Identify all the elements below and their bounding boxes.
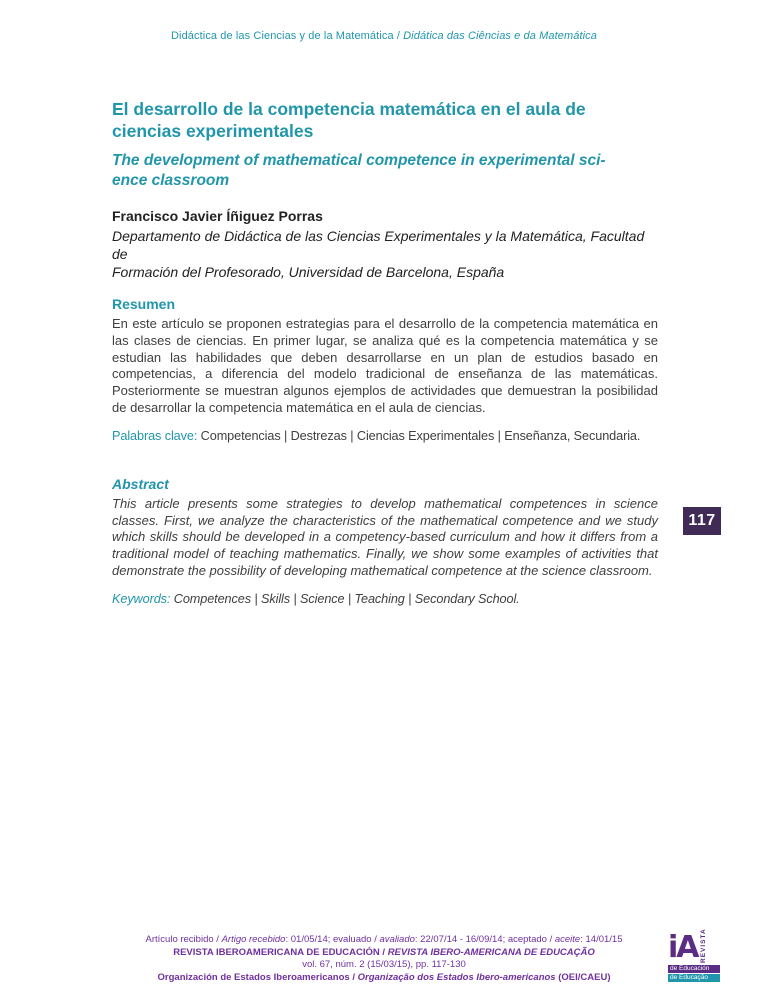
title-es-line-1: El desarrollo de la competencia matemática en el aula de: [112, 99, 586, 119]
article-content: [112, 98, 658, 606]
keywords-values: Competences | Skills | Science | Teaching | Secondary School.: [170, 591, 520, 606]
abstract-body: This article presents some strategies to develop mathematical competences in science classes. First, we analyze the characteristics of the mathematical competence and we study which skills should be developed in a competency-based curriculum and how it differs from a traditional model of teaching mathematics. Finally, we show some examples of activities that demonstrate the possibility of developing mathematical competence at the science classroom.: [112, 495, 658, 578]
running-header-es: Didáctica de las Ciencias y de la Matemática /: [171, 30, 404, 42]
title-en-line-2: ence classroom: [112, 172, 230, 189]
resumen-heading: Resumen: [112, 296, 176, 312]
footer-journal-name-line: [0, 947, 768, 960]
footer-journal-name-es: REVISTA IBEROAMERICANA DE EDUCACIÓN /: [173, 946, 388, 958]
rie-logo: [668, 928, 752, 991]
title-en-line-1: The development of mathematical competence in experimental sci-: [112, 152, 606, 169]
logo-educacao-label: de Educação: [668, 974, 720, 982]
article-title-spanish: [112, 98, 658, 142]
footer-volume-line: vol. 67, núm. 2 (15/03/15), pp. 117-130: [302, 959, 466, 970]
footer-org-es: Organización de Estados Iberoamericanos /: [157, 971, 358, 983]
palabras-clave-line: [112, 429, 658, 443]
footer-accepted-date: : 14/01/15: [580, 934, 623, 945]
keywords-label: Keywords:: [112, 591, 171, 606]
resumen-body: En este artículo se proponen estrategias para el desarrollo de la competencia matemática en las clases de ciencias. En primer lugar, se analiza qué es la competencia matemática y se estudian las habilidades que deben desarrollarse en un plan de estudios basado en competencias, a diferencia del modelo tradicional de enseñanza de las matemáticas. Posteriormente se muestran algunos ejemplos de actividades que demuestran la posibilidad de desarrollar la competencia matemática en el aula de ciencias.: [112, 316, 658, 415]
footer-received-es: Artículo recibido /: [145, 934, 222, 945]
affiliation-line-2: Formación del Profesorado, Universidad de Barcelona, España: [112, 264, 505, 280]
palabras-clave-values: Competencias | Destrezas | Ciencias Experimentales | Enseñanza, Secundaria.: [197, 428, 641, 443]
author-affiliation: [112, 227, 658, 281]
logo-revista-label: REVISTA: [699, 928, 707, 963]
article-title-english: [112, 151, 658, 191]
abstract-heading: Abstract: [112, 475, 169, 492]
journal-footer: [0, 928, 768, 984]
footer-org-acronym: (OEI/CAEU): [555, 971, 611, 983]
footer-accepted-pt: aceite: [554, 934, 581, 945]
keywords-line: [112, 592, 658, 606]
page-number-badge: 117: [683, 507, 721, 535]
footer-evaluated-pt: avaliado: [379, 934, 415, 945]
footer-journal-name-pt: REVISTA IBERO-AMERICANA DE EDUCAÇÃO: [387, 946, 595, 958]
rie-logo-mark: [668, 928, 720, 982]
running-header: [0, 30, 768, 42]
footer-received-pt: Artigo recebido: [221, 934, 286, 945]
rie-monogram-icon: iA: [668, 930, 698, 965]
footer-accepted-es: : 22/07/14 - 16/09/14; aceptado /: [414, 934, 555, 945]
title-es-line-2: ciencias experimentales: [112, 121, 314, 141]
footer-org-pt: Organização dos Estados Ibero-americanos: [357, 971, 556, 983]
logo-educacion-label: de Educación: [668, 965, 720, 973]
palabras-clave-label: Palabras clave:: [112, 428, 198, 443]
rie-logo-glyphs: [668, 928, 720, 965]
footer-organization-line: [0, 972, 768, 985]
running-header-pt: Didática das Ciências e da Matemática: [403, 30, 597, 42]
footer-received-line: [0, 934, 768, 947]
author-name: Francisco Javier Íñiguez Porras: [112, 208, 323, 224]
affiliation-line-1: Departamento de Didáctica de las Ciencias Experimentales y la Matemática, Facultad de: [112, 228, 645, 262]
footer-evaluated-es: : 01/05/14; evaluado /: [285, 934, 380, 945]
